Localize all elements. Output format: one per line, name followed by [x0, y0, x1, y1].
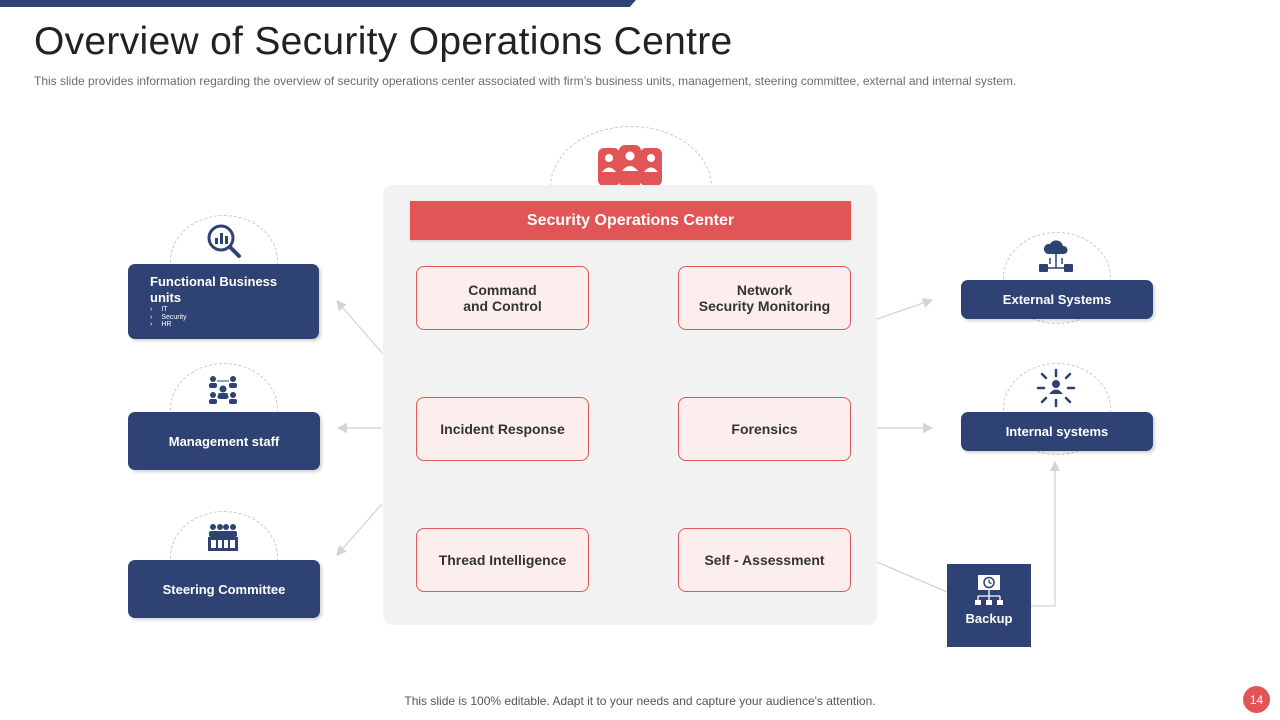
- list-item: › Security: [150, 314, 187, 322]
- cell-network-security-monitoring: Network Security Monitoring: [678, 266, 851, 330]
- soc-header: Security Operations Center: [410, 201, 851, 240]
- functional-business-units-box: [128, 264, 319, 339]
- internal-systems-box: Internal systems: [961, 412, 1153, 451]
- cell-forensics: Forensics: [678, 397, 851, 461]
- list-item: › HR: [150, 321, 187, 329]
- functional-units-list: [150, 306, 187, 329]
- page-title: Overview of Security Operations Centre: [34, 20, 733, 63]
- management-staff-box: Management staff: [128, 412, 320, 470]
- team-network-icon: [207, 375, 239, 407]
- cell-incident-response: Incident Response: [416, 397, 589, 461]
- backup-label: Backup: [965, 611, 1013, 626]
- arrow-to-steering: [337, 504, 382, 555]
- page-subtitle: This slide provides information regarding the overview of security operations center associated with firm’s business units, management, steering committee, external and internal system.: [34, 74, 1017, 88]
- arrow-to-functional: [337, 301, 382, 353]
- backup-hierarchy-icon: [974, 574, 1004, 606]
- backup-box: [947, 564, 1031, 647]
- hub-arrows-icon: [1036, 368, 1076, 408]
- cell-command-and-control: Command and Control: [416, 266, 589, 330]
- analytics-search-icon: [206, 223, 242, 259]
- page-number-badge: 14: [1243, 686, 1270, 713]
- arrow-backup-to-internal: [1031, 462, 1055, 606]
- line-to-backup: [877, 562, 947, 592]
- committee-icon: [208, 523, 238, 553]
- footer-note: This slide is 100% editable. Adapt it to your needs and capture your audience's attention.: [404, 694, 876, 708]
- functional-business-units-title: Functional Business units: [150, 274, 278, 305]
- cell-thread-intelligence: Thread Intelligence: [416, 528, 589, 592]
- team-group-icon: [597, 145, 663, 187]
- steering-committee-box: Steering Committee: [128, 560, 320, 618]
- arrow-to-external: [877, 300, 932, 319]
- external-systems-box: External Systems: [961, 280, 1153, 319]
- cloud-network-icon: [1038, 238, 1074, 274]
- list-item: › IT: [150, 306, 187, 314]
- cell-self-assessment: Self - Assessment: [678, 528, 851, 592]
